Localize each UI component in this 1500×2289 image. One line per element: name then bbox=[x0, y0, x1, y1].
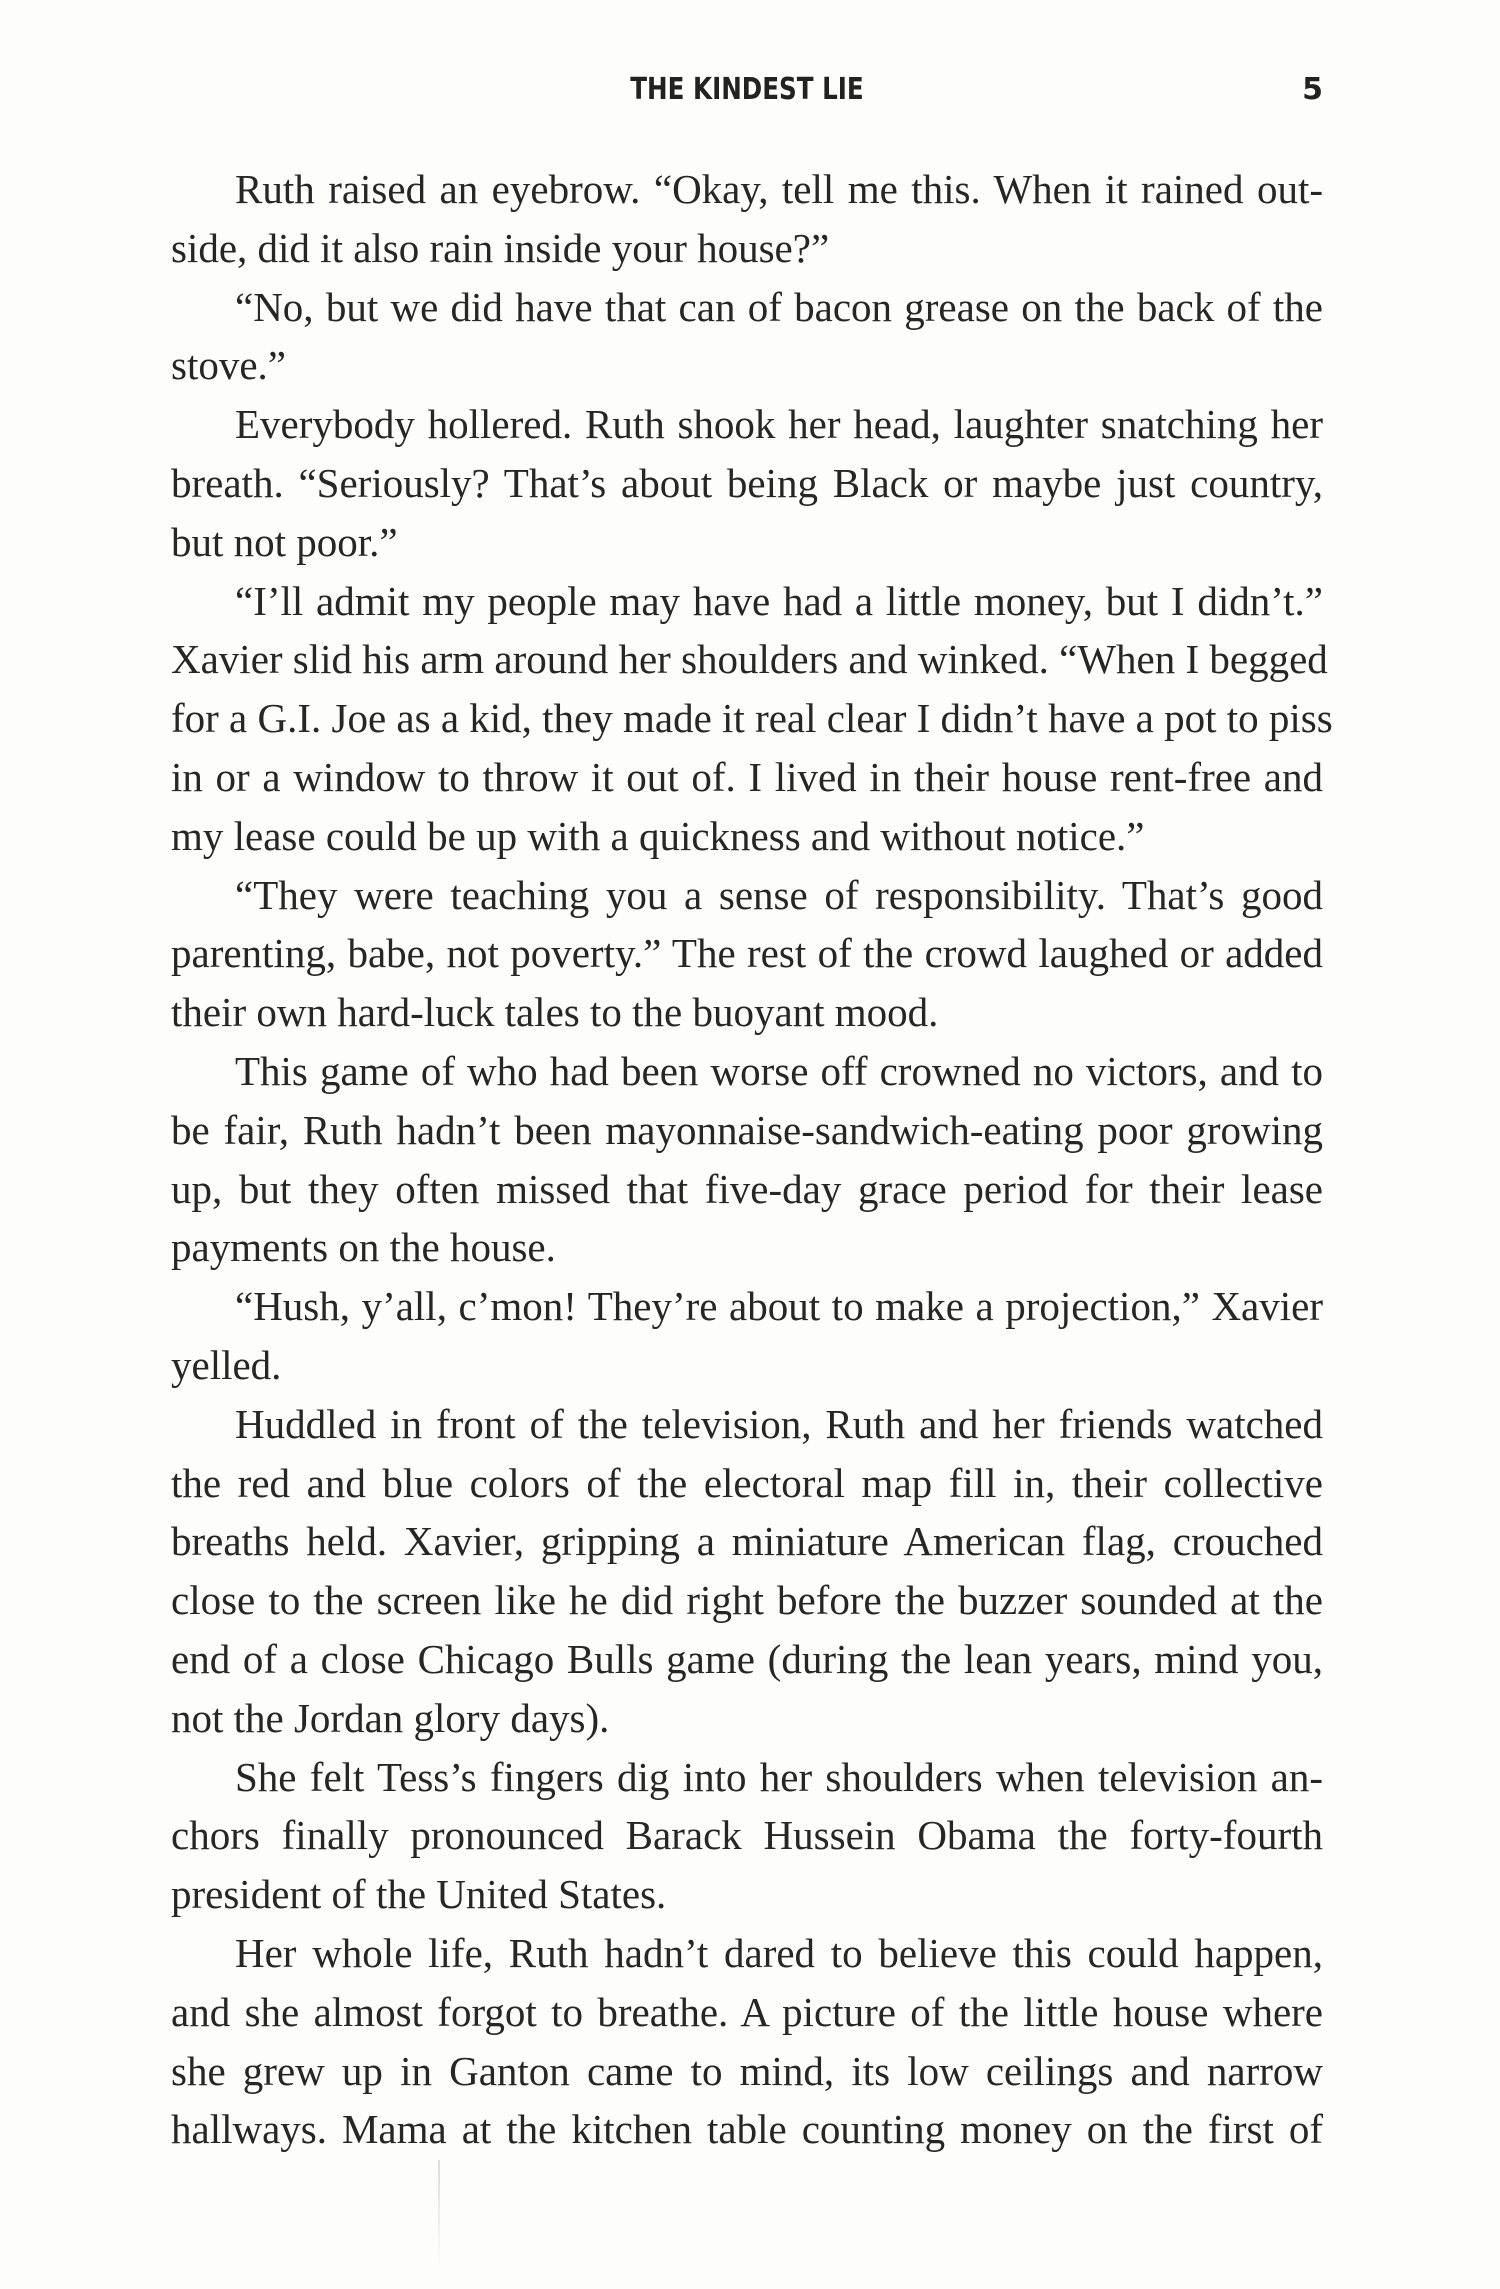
text-line: “They were teaching you a sense of responsibility. That’s good bbox=[235, 871, 1323, 918]
text-line: “No, but we did have that can of bacon grease on the back of the bbox=[235, 283, 1323, 330]
scan-artifact bbox=[438, 2160, 440, 2270]
text-line: “Hush, y’all, c’mon! They’re about to make a projection,” Xavier bbox=[235, 1283, 1323, 1330]
paragraph bbox=[171, 572, 1333, 866]
paragraph bbox=[171, 866, 1323, 1042]
body-text bbox=[171, 160, 1333, 2159]
paragraph bbox=[171, 1395, 1323, 1748]
text-line: breaths held. Xavier, gripping a miniature American flag, crouched bbox=[171, 1518, 1323, 1565]
text-line: she grew up in Ganton came to mind, its low ceilings and narrow bbox=[171, 2047, 1323, 2094]
text-line: but not poor.” bbox=[171, 518, 398, 565]
paragraph bbox=[171, 1042, 1323, 1277]
paragraph bbox=[171, 160, 1323, 278]
paragraph bbox=[171, 1277, 1323, 1395]
page-number: 5 bbox=[1302, 72, 1323, 107]
text-line: parenting, babe, not poverty.” The rest of the crowd laughed or added bbox=[171, 930, 1323, 977]
text-line: not the Jordan glory days). bbox=[171, 1694, 610, 1741]
paragraph bbox=[171, 278, 1323, 396]
text-line: chors finally pronounced Barack Hussein Obama the forty-fourth bbox=[171, 1812, 1323, 1859]
text-line: yelled. bbox=[171, 1341, 282, 1388]
running-header bbox=[171, 72, 1323, 116]
text-line: and she almost forgot to breathe. A picture of the little house where bbox=[171, 1988, 1323, 2035]
text-line: payments on the house. bbox=[171, 1224, 556, 1271]
running-title: THE KINDEST LIE bbox=[630, 72, 864, 107]
text-line: She felt Tess’s fingers dig into her shoulders when television an- bbox=[235, 1753, 1323, 1800]
text-line: This game of who had been worse off crowned no victors, and to bbox=[235, 1047, 1323, 1094]
text-line: Huddled in front of the television, Ruth and her friends watched bbox=[235, 1400, 1323, 1447]
text-line: stove.” bbox=[171, 342, 286, 389]
text-line: president of the United States. bbox=[171, 1871, 667, 1918]
text-line: Ruth raised an eyebrow. “Okay, tell me this. When it rained out- bbox=[235, 166, 1323, 212]
paragraph bbox=[171, 395, 1323, 571]
text-line: Xavier slid his arm around her shoulders and winked. “When I begged bbox=[171, 636, 1328, 683]
text-line: up, but they often missed that five-day grace period for their lease bbox=[171, 1165, 1323, 1212]
text-line: “I’ll admit my people may have had a little money, but I didn’t.” bbox=[235, 577, 1323, 624]
text-line: Her whole life, Ruth hadn’t dared to believe this could happen, bbox=[235, 1929, 1323, 1976]
text-line: Everybody hollered. Ruth shook her head, laughter snatching her bbox=[235, 401, 1323, 448]
text-line: end of a close Chicago Bulls game (during the lean years, mind you, bbox=[171, 1635, 1323, 1682]
text-line: close to the screen like he did right before the buzzer sounded at the bbox=[171, 1577, 1323, 1624]
paragraph bbox=[171, 1924, 1323, 2159]
text-line: in or a window to throw it out of. I lived in their house rent-free and bbox=[171, 753, 1323, 800]
text-line: hallways. Mama at the kitchen table counting money on the first of bbox=[171, 2106, 1323, 2153]
text-line: be fair, Ruth hadn’t been mayonnaise-sandwich-eating poor growing bbox=[171, 1106, 1323, 1153]
text-line: for a G.I. Joe as a kid, they made it real clear I didn’t have a pot to piss bbox=[171, 695, 1333, 742]
text-line: the red and blue colors of the electoral map fill in, their collective bbox=[171, 1459, 1323, 1506]
text-line: my lease could be up with a quickness and without notice.” bbox=[171, 812, 1145, 859]
text-line: side, did it also rain inside your house?” bbox=[171, 224, 830, 271]
text-line: breath. “Seriously? That’s about being Black or maybe just country, bbox=[171, 459, 1323, 506]
paragraph bbox=[171, 1748, 1323, 1924]
text-line: their own hard-luck tales to the buoyant mood. bbox=[171, 989, 939, 1036]
